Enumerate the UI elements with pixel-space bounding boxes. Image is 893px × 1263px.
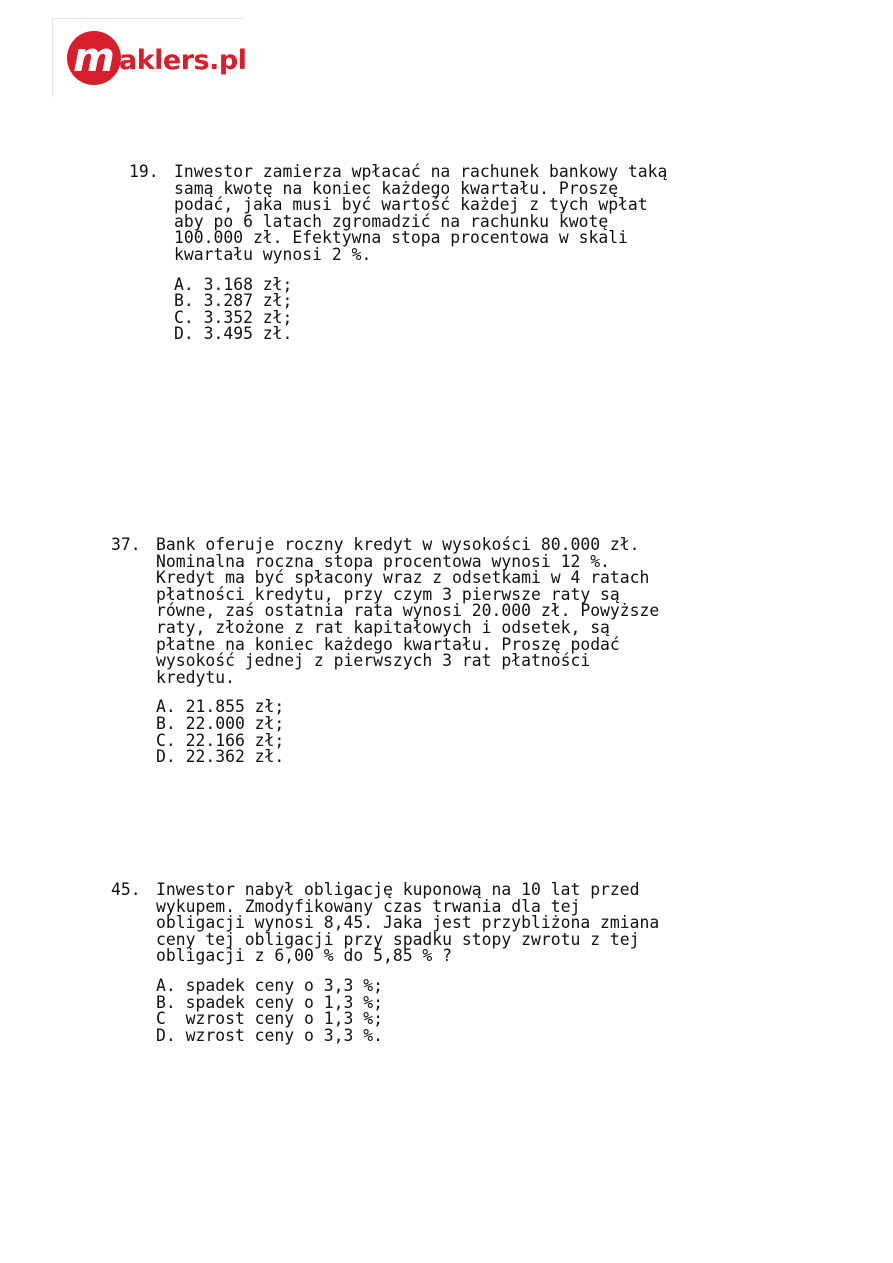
question-text-line: kredytu. [156, 667, 235, 687]
question-text-line: kwartału wynosi 2 %. [174, 244, 372, 264]
question-text-line: Bank oferuje roczny kredyt w wysokości 80.000 zł. [156, 535, 640, 554]
question-text-line: płatności kredytu, przy czym 3 pierwsze raty są [156, 584, 620, 604]
answer-option-b: B. 22.000 zł; [156, 713, 285, 733]
logo-circle-icon [67, 31, 121, 85]
question-text-line: aby po 6 latach zgromadzić na rachunku kwotę [174, 211, 609, 231]
question-45 [111, 882, 659, 1044]
question-text-line: raty, złożone z rat kapitałowych i odsetek, są [156, 617, 610, 637]
question-19 [129, 164, 667, 343]
question-text-line: płatne na koniec każdego kwartału. Proszę podać [156, 634, 620, 654]
logo[interactable] [52, 18, 247, 97]
answer-option-c: C. 3.352 zł; [174, 307, 293, 327]
question-text-line: wysokość jednej z pierwszych 3 rat płatności [156, 651, 591, 671]
answer-option-b: B. spadek ceny o 1,3 %; [156, 992, 383, 1012]
logo-letter: m [73, 35, 115, 81]
answer-option-c: C wzrost ceny o 1,3 %; [156, 1009, 383, 1029]
question-text-line: Inwestor zamierza wpłacać na rachunek bankowy taką [174, 162, 668, 181]
question-text-line: ceny tej obligacji przy spadku stopy zwrotu z tej [156, 929, 640, 949]
answer-option-d: D. 3.495 zł. [174, 324, 293, 344]
question-text-line: podać, jaka musi być wartość każdej z tych wpłat [174, 195, 648, 215]
logo-text: aklers.pl [119, 45, 247, 76]
question-number: 37. [111, 535, 141, 554]
question-text-line: Kredyt ma być spłacony wraz z odsetkami w 4 ratach [156, 568, 650, 588]
question-text-line: obligacji wynosi 8,45. Jaka jest przybliżona zmiana [156, 913, 660, 933]
answer-options [111, 699, 659, 765]
question-text-line: Inwestor nabył obligację kuponową na 10 lat przed [156, 880, 640, 899]
answer-option-a: A. 3.168 zł; [174, 274, 293, 294]
question-text-line: 100.000 zł. Efektywna stopa procentowa w skali [174, 228, 628, 248]
question-text-line: wykupem. Zmodyfikowany czas trwania dla tej [156, 896, 581, 916]
answer-option-d: D. wzrost ceny o 3,3 %. [156, 1025, 383, 1045]
question-text-line: Nominalna roczna stopa procentowa wynosi 12 %. [156, 551, 610, 571]
answer-option-a: A. 21.855 zł; [156, 697, 285, 717]
answer-option-d: D. 22.362 zł. [156, 747, 285, 767]
answer-option-c: C. 22.166 zł; [156, 730, 285, 750]
answer-options [111, 975, 659, 1045]
question-37 [111, 537, 659, 766]
question-text-line: równe, zaś ostatnia rata wynosi 20.000 zł. Powyższe [156, 601, 660, 621]
question-number: 45. [111, 880, 141, 899]
question-number: 19. [129, 162, 159, 181]
question-text-line: samą kwotę na koniec każdego kwartału. Proszę [174, 178, 619, 198]
answer-options [129, 274, 667, 344]
answer-option-a: A. spadek ceny o 3,3 %; [156, 975, 383, 995]
question-text-line: obligacji z 6,00 % do 5,85 % ? [156, 946, 453, 966]
answer-option-b: B. 3.287 zł; [174, 291, 293, 311]
